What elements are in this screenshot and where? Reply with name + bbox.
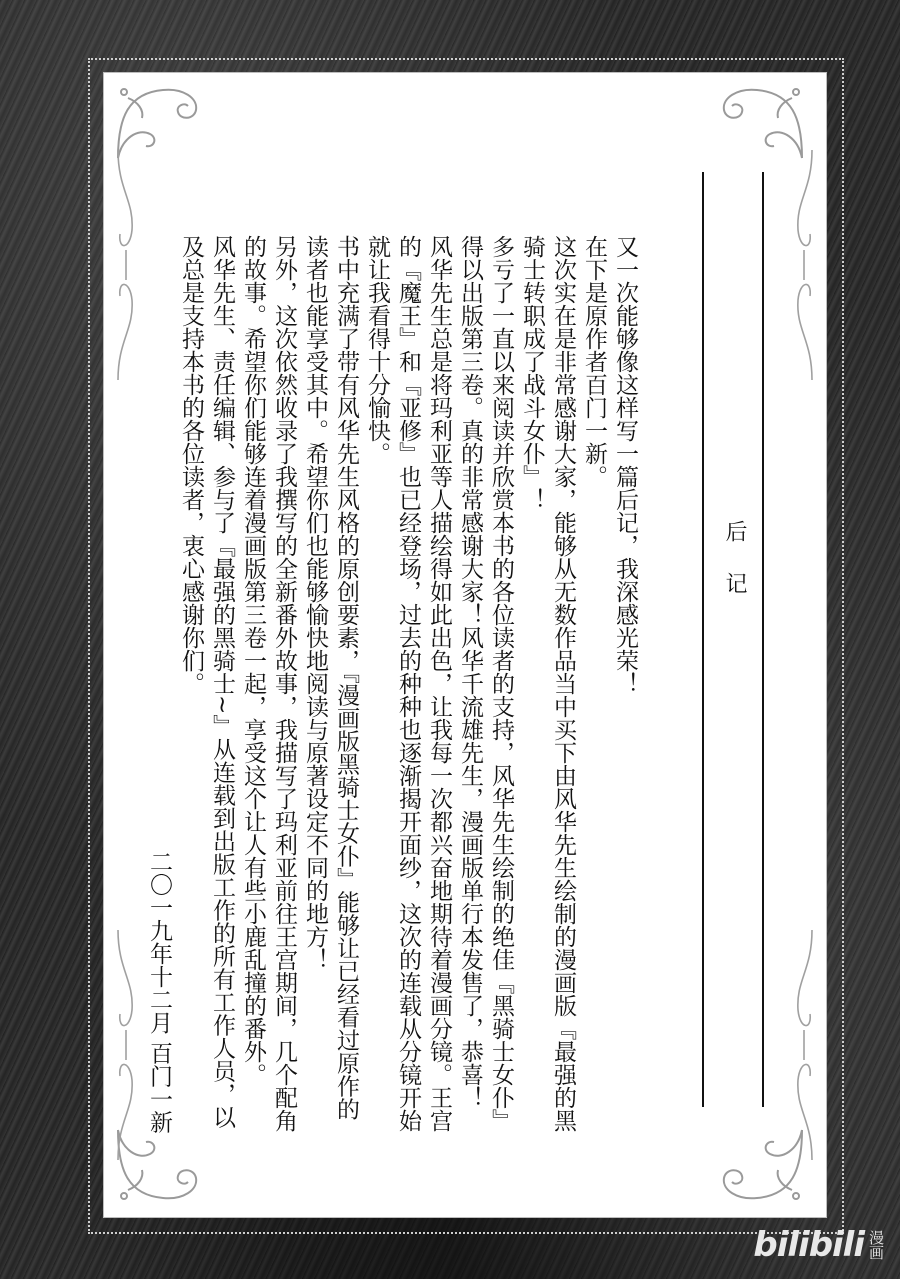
- logo-cn: 漫画: [867, 1230, 885, 1260]
- paragraph: 又一次能够像这样写一篇后记，我深感光荣！: [612, 235, 638, 695]
- flourish-side-icon: [112, 930, 140, 1160]
- paragraph: 风华先生总是将玛利亚等人描绘得如此出色，让我每一次都兴奋地期待着漫画分镜。王宫的『魔王』和『亚修』也已经登场，过去的种种也逐渐揭开面纱，这次的连载从分镜开始就让我看得十分愉快。: [364, 235, 452, 1132]
- paragraph: 书中充满了带有风华先生风格的原创要素，『漫画版黑骑士女仆』能够让已经看过原作的读者也能享受其中。希望你们也能够愉快地阅读与原著设定不同的地方！: [302, 235, 359, 1121]
- page-title: 后记: [722, 520, 747, 624]
- flourish-side-icon: [112, 150, 140, 380]
- paragraph: 在下是原作者百门一新。: [581, 235, 607, 488]
- flourish-side-icon: [790, 150, 818, 380]
- paragraph: 另外，这次依然收录了我撰写的全新番外故事，我描写了玛利亚前往王宫期间，几个配角的故事。希望你们能够连着漫画版第三卷一起，享受这个让人有些小鹿乱撞的番外。: [240, 235, 297, 1132]
- paragraph: 这次实在是非常感谢大家，能够从无数作品当中买下由风华先生绘制的漫画版『最强的黑骑士转职成了战斗女仆』！: [519, 235, 576, 1132]
- paragraph: 多亏了一直以来阅读并欣赏本书的各位读者的支持，风华先生绘制的绝佳『黑骑士女仆』得以出版第三卷。真的非常感谢大家！风华千流雄先生，漫画版单行本发售了，恭喜！: [457, 235, 514, 1132]
- title-rule-left: [702, 172, 704, 1107]
- logo-word: bilibili: [753, 1225, 864, 1265]
- flourish-side-icon: [790, 930, 818, 1160]
- title-rule-right: [762, 172, 764, 1107]
- bilibili-logo: [753, 1225, 884, 1265]
- afterword-body: [180, 235, 640, 1135]
- paragraph: 风华先生、责任编辑、参与了『最强的黑骑士~』从连载到出版工作的所有工作人员，以及总是支持本书的各位读者，衷心感谢你们。: [178, 235, 235, 1129]
- signature: 二〇一九年十二月 百门一新: [146, 850, 172, 1134]
